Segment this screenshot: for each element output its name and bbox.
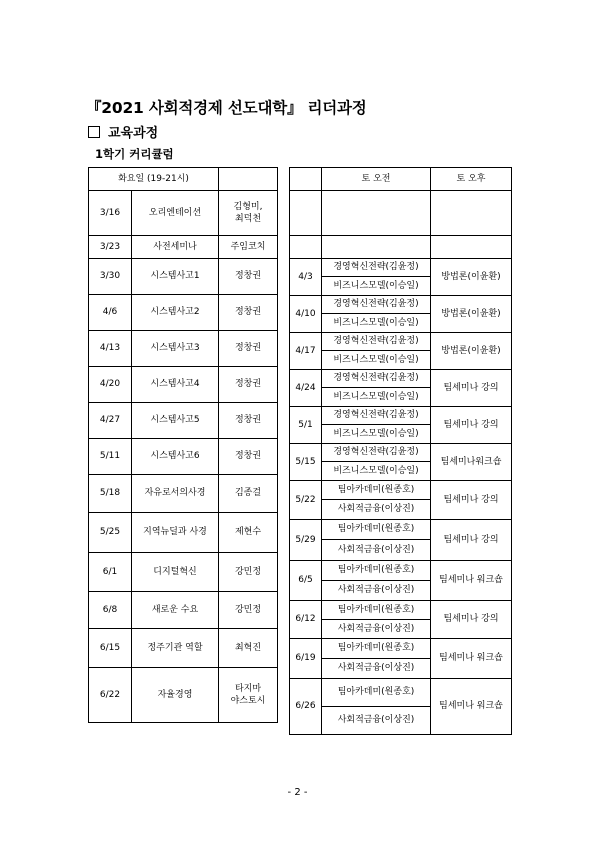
topic-cell: 디지털혁신: [132, 553, 219, 592]
section-heading: [88, 122, 158, 141]
table-row: [89, 367, 278, 403]
morning-session-1-cell: 팀아카데미(원종호): [322, 481, 431, 500]
topic-cell: 시스템사고6: [132, 439, 219, 475]
afternoon-session-cell: 방법론(이윤환): [431, 296, 512, 333]
afternoon-session-cell: 팀세미나 강의: [431, 481, 512, 520]
afternoon-session-cell: 팀세미나 강의: [431, 407, 512, 444]
instructor-cell: 정창권: [219, 295, 278, 331]
morning-session-2-cell: 사회적금융(이상진): [322, 659, 431, 679]
date-cell: 5/11: [89, 439, 132, 475]
morning-session-2-cell: 비즈니스모델(이승일): [322, 351, 431, 370]
topic-cell: 사전세미나: [132, 236, 219, 259]
afternoon-session-cell: 팀세미나워크숍: [431, 444, 512, 481]
page-number: - 2 -: [287, 787, 308, 798]
date-cell: 6/19: [290, 639, 322, 679]
instructor-cell: 정창권: [219, 439, 278, 475]
topic-cell: 정주기관 역할: [132, 629, 219, 668]
table-header-row: [89, 168, 278, 191]
afternoon-session-cell: 팀세미나 강의: [431, 601, 512, 639]
empty-cell: [322, 191, 431, 236]
topic-cell: 시스템사고1: [132, 259, 219, 295]
topic-cell: 시스템사고2: [132, 295, 219, 331]
table-header-row: [290, 168, 512, 191]
date-cell: 6/15: [89, 629, 132, 668]
blank-row: [290, 191, 512, 236]
date-cell: 3/30: [89, 259, 132, 295]
topic-cell: 자유로서의사경: [132, 475, 219, 513]
checkbox-square-icon: [88, 126, 100, 138]
date-cell: 4/13: [89, 331, 132, 367]
date-cell: 6/5: [290, 561, 322, 601]
table-row: [89, 295, 278, 331]
topic-cell: 자율경영: [132, 668, 219, 723]
morning-session-1-cell: 팀아카데미(원종호): [322, 561, 431, 581]
morning-session-2-cell: 사회적금융(이상진): [322, 581, 431, 601]
table-row: [89, 553, 278, 592]
table-row: [290, 561, 512, 581]
morning-session-1-cell: 팀아카데미(원종호): [322, 639, 431, 659]
afternoon-session-cell: 방법론(이윤환): [431, 333, 512, 370]
date-cell: 5/22: [290, 481, 322, 520]
tuesday-schedule-table: [88, 167, 278, 723]
morning-session-1-cell: 경영혁신전략(김윤정): [322, 259, 431, 277]
morning-session-1-cell: 팀아카데미(원종호): [322, 520, 431, 540]
date-cell: 4/3: [290, 259, 322, 296]
date-cell: 4/6: [89, 295, 132, 331]
morning-session-1-cell: 팀아카데미(원종호): [322, 679, 431, 707]
date-cell: 3/16: [89, 191, 132, 236]
instructor-cell: 김형미, 최덕천: [219, 191, 278, 236]
morning-session-1-cell: 경영혁신전략(김윤정): [322, 296, 431, 314]
topic-cell: 오리엔테이션: [132, 191, 219, 236]
empty-cell: [290, 236, 322, 259]
morning-session-2-cell: 비즈니스모델(이승일): [322, 277, 431, 296]
table-row: [89, 629, 278, 668]
date-cell: 6/8: [89, 592, 132, 629]
instructor-cell: 최혁진: [219, 629, 278, 668]
morning-session-2-cell: 사회적금융(이상진): [322, 540, 431, 561]
date-cell: 6/1: [89, 553, 132, 592]
morning-session-2-cell: 비즈니스모델(이승일): [322, 388, 431, 407]
afternoon-session-cell: 팀세미나 워크숍: [431, 561, 512, 601]
morning-session-1-cell: 경영혁신전략(김윤정): [322, 370, 431, 388]
table-row: [89, 592, 278, 629]
morning-session-2-cell: 비즈니스모델(이승일): [322, 314, 431, 333]
empty-cell: [431, 236, 512, 259]
saturday-morning-header: 토 오전: [322, 168, 431, 191]
morning-session-1-cell: 경영혁신전략(김윤정): [322, 407, 431, 425]
curriculum-subtitle: 1학기 커리큘럼: [95, 147, 174, 161]
date-cell: 4/10: [290, 296, 322, 333]
morning-session-2-cell: 사회적금융(이상진): [322, 707, 431, 735]
instructor-cell: 강민정: [219, 553, 278, 592]
date-cell: 5/15: [290, 444, 322, 481]
table-row: [89, 191, 278, 236]
morning-session-2-cell: 사회적금융(이상진): [322, 620, 431, 639]
morning-session-1-cell: 경영혁신전략(김윤정): [322, 444, 431, 462]
instructor-cell: 타지마 야스토시: [219, 668, 278, 723]
empty-cell: [322, 236, 431, 259]
table-row: [89, 331, 278, 367]
instructor-cell: 김종걸: [219, 475, 278, 513]
instructor-cell: 제현수: [219, 513, 278, 553]
empty-header-cell: [219, 168, 278, 191]
table-row: [290, 333, 512, 351]
date-cell: 6/22: [89, 668, 132, 723]
date-cell: 4/20: [89, 367, 132, 403]
saturday-afternoon-header: 토 오후: [431, 168, 512, 191]
saturday-schedule-table: [289, 167, 512, 735]
date-cell: 4/24: [290, 370, 322, 407]
morning-session-2-cell: 비즈니스모델(이승일): [322, 425, 431, 444]
afternoon-session-cell: 팀세미나 강의: [431, 370, 512, 407]
topic-cell: 시스템사고3: [132, 331, 219, 367]
table-row: [290, 444, 512, 462]
instructor-cell: 정창권: [219, 259, 278, 295]
table-row: [89, 513, 278, 553]
date-cell: 5/29: [290, 520, 322, 561]
empty-cell: [431, 191, 512, 236]
date-cell: 4/27: [89, 403, 132, 439]
tuesday-header: 화요일 (19-21시): [89, 168, 219, 191]
table-row: [290, 481, 512, 500]
table-row: [290, 259, 512, 277]
table-row: [290, 639, 512, 659]
blank-row: [290, 236, 512, 259]
date-cell: 5/1: [290, 407, 322, 444]
table-row: [290, 296, 512, 314]
morning-session-1-cell: 경영혁신전략(김윤정): [322, 333, 431, 351]
afternoon-session-cell: 팀세미나 워크숍: [431, 639, 512, 679]
instructor-cell: 강민정: [219, 592, 278, 629]
morning-session-1-cell: 팀아카데미(원종호): [322, 601, 431, 620]
document-title: 『2021 사회적경제 선도대학』 리더과정: [86, 99, 367, 117]
instructor-cell: 정창권: [219, 331, 278, 367]
topic-cell: 새로운 수요: [132, 592, 219, 629]
afternoon-session-cell: 팀세미나 워크숍: [431, 679, 512, 735]
table-row: [290, 601, 512, 620]
date-cell: 6/12: [290, 601, 322, 639]
date-cell: 5/25: [89, 513, 132, 553]
topic-cell: 지역뉴딜과 사경: [132, 513, 219, 553]
instructor-cell: 정창권: [219, 403, 278, 439]
table-row: [89, 439, 278, 475]
table-row: [89, 403, 278, 439]
instructor-cell: 주임코치: [219, 236, 278, 259]
table-row: [89, 475, 278, 513]
table-row: [290, 520, 512, 540]
empty-header-cell: [290, 168, 322, 191]
instructor-cell: 정창권: [219, 367, 278, 403]
date-cell: 6/26: [290, 679, 322, 735]
afternoon-session-cell: 방법론(이윤환): [431, 259, 512, 296]
afternoon-session-cell: 팀세미나 강의: [431, 520, 512, 561]
empty-cell: [290, 191, 322, 236]
topic-cell: 시스템사고4: [132, 367, 219, 403]
date-cell: 5/18: [89, 475, 132, 513]
table-row: [290, 407, 512, 425]
table-row: [89, 236, 278, 259]
topic-cell: 시스템사고5: [132, 403, 219, 439]
date-cell: 3/23: [89, 236, 132, 259]
section-heading-label: 교육과정: [108, 126, 159, 141]
morning-session-2-cell: 사회적금융(이상진): [322, 500, 431, 520]
morning-session-2-cell: 비즈니스모델(이승일): [322, 462, 431, 481]
table-row: [290, 370, 512, 388]
table-row: [89, 259, 278, 295]
date-cell: 4/17: [290, 333, 322, 370]
table-row: [290, 679, 512, 707]
table-row: [89, 668, 278, 723]
